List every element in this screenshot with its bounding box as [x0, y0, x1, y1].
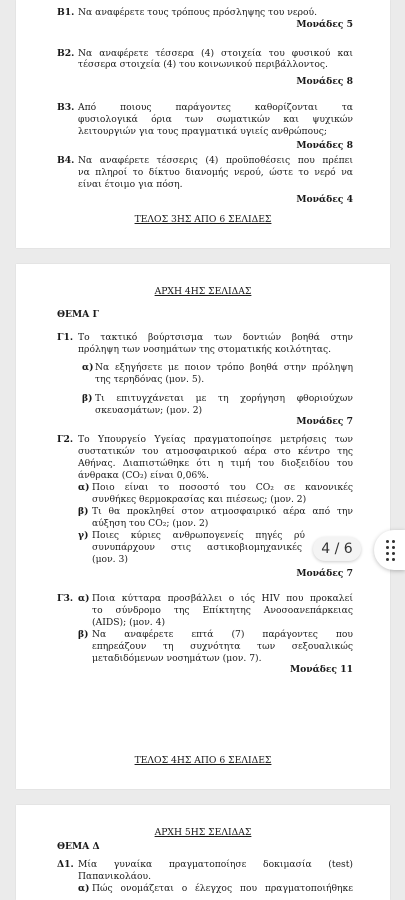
question-text: επηρεάζουν τη συχνότητα των σεξουαλικώς [92, 641, 353, 652]
subquestion-label: α) [82, 362, 94, 373]
question-text: Πώς ονομάζεται ο έλεγχος που πραγματοποιήθηκε [92, 883, 353, 894]
question-text: λειτουργιών για τους πραγματικά υγιείς ανθρώπους; [78, 126, 327, 137]
question-text: Να αναφέρετε τέσσερα (4) στοιχεία του φυσικού και [78, 48, 353, 59]
page-header: ΑΡΧΗ 4ΗΣ ΣΕΛΙΔΑΣ [154, 286, 252, 297]
page-header: ΑΡΧΗ 5ΗΣ ΣΕΛΙΔΑΣ [154, 827, 252, 838]
question-text: είναι έτοιμο για πόση. [78, 179, 183, 190]
marks-label: Μονάδες 7 [296, 416, 353, 427]
question-text: άνθρακα (CO₂) είναι 0,06%. [78, 470, 209, 481]
question-number: Β4. [57, 155, 75, 166]
section-title: ΘΕΜΑ Δ [57, 841, 100, 852]
subquestion-label: α) [78, 883, 90, 894]
subquestion-label: α) [78, 482, 90, 493]
question-text: Αθήνας. Διαπιστώθηκε ότι η τιμή του διοξειδίου του [78, 458, 353, 469]
question-text: μεταδιδόμενων νοσημάτων (μον. 7). [92, 653, 262, 664]
question-text: Το τακτικό βούρτσισμα των δοντιών βοηθά στην [78, 332, 353, 343]
marks-label: Μονάδες 4 [296, 194, 353, 205]
question-text: (μον. 3) [92, 554, 128, 565]
question-text: συστατικών του ατμοσφαιρικού αέρα στο κέντρο της [78, 446, 353, 457]
question-text: Τι θα προκληθεί στον ατμοσφαιρικό αέρα από την [92, 506, 353, 517]
question-text: Από ποιους παράγοντες καθορίζονται τα [78, 102, 353, 113]
subquestion-label: γ) [78, 530, 89, 541]
question-text: πρόληψη των νοσημάτων της στοματικής κοιλότητας. [78, 344, 332, 355]
marks-label: Μονάδες 7 [296, 568, 353, 579]
document-page-4 [16, 264, 390, 789]
question-text: να πληροί το δίκτυο διανομής νερού, ώστε το νερό να [78, 167, 353, 178]
question-text: Να εξηγήσετε με ποιον τρόπο βοηθά στην πρόληψη [95, 362, 353, 373]
question-text: φυσιολογικά όρια των σωματικών και ψυχικών [78, 114, 353, 125]
question-number: Γ1. [57, 332, 74, 343]
question-number: Β3. [57, 102, 75, 113]
question-number: Β2. [57, 48, 75, 59]
question-text: αύξηση του CO₂; (μον. 2) [92, 518, 209, 529]
question-number: Β1. [57, 7, 75, 18]
question-text: συνυπάρχουν στις αστικοβιομηχανικές [92, 542, 302, 553]
question-text: Να αναφέρετε επτά (7) παράγοντες που [92, 629, 353, 640]
subquestion-label: β) [78, 629, 89, 640]
subquestion-label: α) [78, 593, 90, 604]
page-footer: ΤΕΛΟΣ 3ΗΣ ΑΠΟ 6 ΣΕΛΙΔΕΣ [134, 214, 272, 225]
question-text: Ποιες κύριες ανθρωπογενείς πηγές ρύ [92, 530, 305, 541]
question-text: (AIDS); (μον. 4) [92, 617, 166, 628]
question-number: Γ3. [57, 593, 74, 604]
question-text: Μία γυναίκα πραγματοποίησε δοκιμασία (test) [78, 859, 353, 870]
marks-label: Μονάδες 8 [296, 76, 353, 87]
question-text: της τερηδόνας (μον. 5). [95, 374, 205, 385]
question-text: συνθήκες θερμοκρασίας και πιέσεως; (μον. 2) [92, 494, 307, 505]
question-text: Να αναφέρετε τους τρόπους πρόσληψης του νερού. [78, 7, 318, 18]
question-text: τέσσερα στοιχεία (4) του κοινωνικού περιβάλλοντος. [78, 59, 328, 70]
question-text: Τι επιτυγχάνεται με τη χορήγηση φθοριούχων [95, 393, 353, 404]
question-text: Ποιο είναι το ποσοστό του CO₂ σε κανονικές [92, 482, 353, 493]
subquestion-label: β) [78, 506, 89, 517]
question-text: Παπανικολάου. [78, 871, 151, 882]
marks-label: Μονάδες 11 [289, 664, 353, 675]
drag-handle-icon [386, 540, 396, 560]
document-page-3 [16, 0, 390, 248]
section-title: ΘΕΜΑ Γ [57, 309, 100, 320]
page-indicator: 4 / 6 [313, 537, 361, 561]
subquestion-label: β) [82, 393, 93, 404]
marks-label: Μονάδες 5 [296, 19, 353, 30]
document-page-5 [16, 805, 390, 900]
page-footer: ΤΕΛΟΣ 4ΗΣ ΑΠΟ 6 ΣΕΛΙΔΕΣ [134, 755, 272, 766]
question-text: σκευασμάτων; (μον. 2) [95, 405, 203, 416]
question-text: το σύνδρομο της Επίκτητης Ανοσοανεπάρκειας [92, 605, 353, 616]
question-text: Να αναφέρετε τέσσερις (4) προϋποθέσεις που πρέπει [78, 155, 353, 166]
marks-label: Μονάδες 8 [296, 140, 353, 151]
question-text: Ποια κύτταρα προσβάλλει ο ιός HIV που προκαλεί [92, 593, 353, 604]
question-number: Γ2. [57, 434, 74, 445]
question-text: Το Υπουργείο Υγείας πραγματοποίησε μετρήσεις των [78, 434, 353, 445]
question-number: Δ1. [57, 859, 74, 870]
